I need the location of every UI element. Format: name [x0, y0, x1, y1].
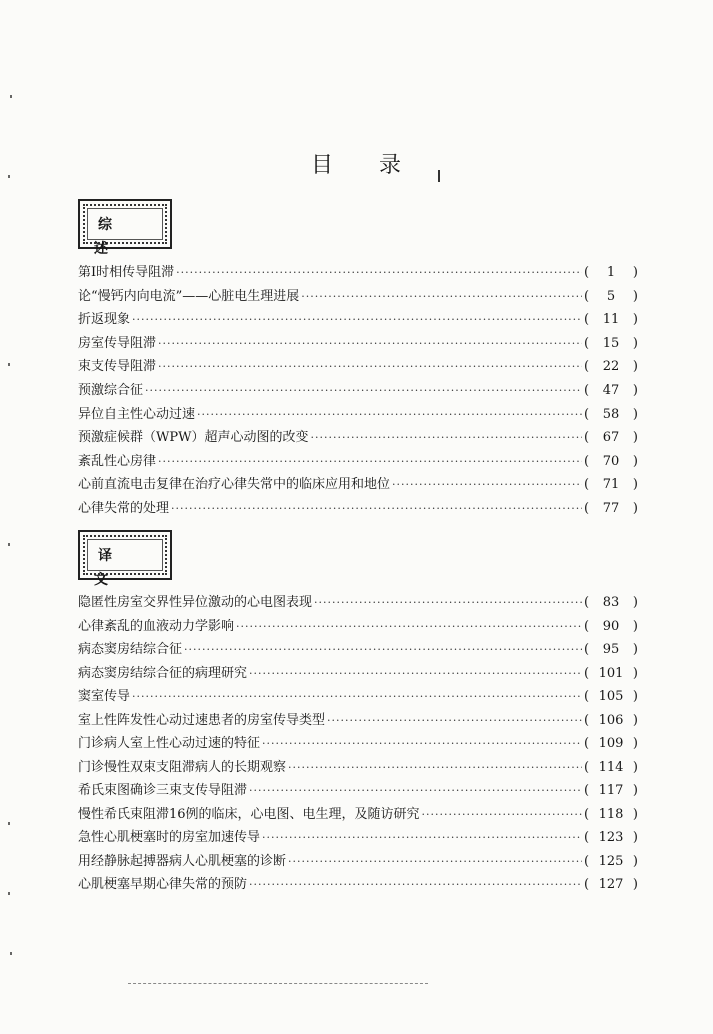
toc-entry-title: 紊乱性心房律	[78, 454, 157, 469]
toc-entry-page	[584, 428, 638, 448]
dot-leader	[236, 617, 582, 637]
toc-entry-page	[584, 334, 638, 354]
toc-entry	[78, 828, 638, 848]
toc-entry	[78, 664, 638, 684]
page-number: 11	[602, 312, 620, 327]
paren-open: (	[584, 689, 590, 704]
toc-entry	[78, 452, 638, 472]
paren-open: (	[584, 830, 590, 845]
toc-entry-page	[584, 852, 638, 872]
paren-close: )	[632, 359, 638, 374]
toc-entry-title: 门诊慢性双束支阻滞病人的长期观察	[78, 760, 287, 775]
dot-leader	[132, 687, 582, 707]
toc-entry-page	[584, 405, 638, 425]
toc-entry	[78, 428, 638, 448]
toc-entry-title: 窦室传导	[78, 689, 131, 704]
paren-open: (	[584, 383, 590, 398]
scan-speck	[8, 363, 10, 366]
paren-close: )	[632, 666, 638, 681]
paren-close: )	[632, 783, 638, 798]
page-number: 83	[602, 595, 620, 610]
toc-entry-page	[584, 475, 638, 495]
dot-leader	[392, 475, 582, 495]
paren-open: (	[584, 854, 590, 869]
toc-entry-page	[584, 664, 638, 684]
scan-speck	[10, 95, 12, 98]
paren-open: (	[584, 501, 590, 516]
toc-entry	[78, 640, 638, 660]
paren-close: )	[632, 713, 638, 728]
page-number: 95	[602, 642, 620, 657]
paren-open: (	[584, 619, 590, 634]
toc-entry-page	[584, 617, 638, 637]
scan-speck	[8, 892, 10, 895]
toc-entry-page	[584, 687, 638, 707]
dot-leader	[197, 405, 582, 425]
toc-entry	[78, 711, 638, 731]
toc-entry-title: 异位自主性心动过速	[78, 407, 196, 422]
paren-close: )	[632, 807, 638, 822]
toc-entry-page	[584, 499, 638, 519]
page-number: 109	[598, 736, 624, 751]
page-number: 101	[598, 666, 624, 681]
paren-open: (	[584, 265, 590, 280]
section-header-review	[78, 199, 172, 257]
paren-open: (	[584, 877, 590, 892]
dot-leader	[158, 357, 582, 377]
paren-close: )	[632, 477, 638, 492]
dot-leader	[301, 287, 582, 307]
toc-entry	[78, 875, 638, 895]
toc-entry-page	[584, 781, 638, 801]
toc-entry	[78, 405, 638, 425]
scan-speck	[8, 543, 10, 546]
page-number: 118	[598, 807, 624, 822]
dot-leader	[158, 334, 582, 354]
toc-entry-page	[584, 593, 638, 613]
toc-entry	[78, 310, 638, 330]
toc-entry	[78, 734, 638, 754]
paren-close: )	[632, 265, 638, 280]
dot-leader	[288, 758, 582, 778]
toc-entry-page	[584, 287, 638, 307]
dot-leader	[249, 875, 582, 895]
toc-entry	[78, 593, 638, 613]
page-number: 1	[606, 265, 616, 280]
dot-leader	[184, 640, 582, 660]
toc-entry-title: 第Ⅰ时相传导阻滞	[78, 265, 175, 280]
toc-entry-page	[584, 263, 638, 283]
dot-leader	[145, 381, 582, 401]
toc-entry-title: 心律紊乱的血液动力学影响	[78, 619, 235, 634]
scan-speck	[10, 952, 12, 955]
toc-entry-title: 心律失常的处理	[78, 501, 170, 516]
dot-leader	[176, 263, 582, 283]
paren-close: )	[632, 689, 638, 704]
page-number: 58	[602, 407, 620, 422]
paren-close: )	[632, 595, 638, 610]
paren-open: (	[584, 666, 590, 681]
toc-entry-title: 室上性阵发性心动过速患者的房室传导类型	[78, 713, 326, 728]
toc-entry-title: 房室传导阻滞	[78, 336, 157, 351]
dot-leader	[327, 711, 582, 731]
toc-entry	[78, 687, 638, 707]
dot-leader	[132, 310, 582, 330]
page-number: 125	[598, 854, 624, 869]
paren-close: )	[632, 760, 638, 775]
stray-mark	[438, 170, 440, 182]
paren-close: )	[632, 501, 638, 516]
paren-open: (	[584, 289, 590, 304]
page-number: 117	[598, 783, 624, 798]
section-header-translations	[78, 530, 172, 588]
page-number: 70	[602, 454, 620, 469]
page-number: 15	[602, 336, 620, 351]
toc-entry	[78, 805, 638, 825]
toc-entry	[78, 357, 638, 377]
page-number: 127	[598, 877, 624, 892]
toc-entry	[78, 287, 638, 307]
paren-close: )	[632, 736, 638, 751]
dot-leader	[310, 428, 582, 448]
page-bottom-rule	[128, 983, 428, 984]
paren-close: )	[632, 312, 638, 327]
toc-entry-title: 慢性希氏束阻滞16例的临床，心电图、电生理，及随访研究	[78, 807, 420, 822]
paren-close: )	[632, 854, 638, 869]
dot-leader	[288, 852, 582, 872]
paren-open: (	[584, 430, 590, 445]
toc-entry-title: 折返现象	[78, 312, 131, 327]
paren-open: (	[584, 454, 590, 469]
paren-close: )	[632, 430, 638, 445]
dot-leader	[422, 805, 582, 825]
page-title-char-2: 录	[379, 153, 402, 178]
toc-entry	[78, 781, 638, 801]
page-number: 77	[602, 501, 620, 516]
page-number: 123	[598, 830, 624, 845]
toc-entry	[78, 852, 638, 872]
paren-open: (	[584, 477, 590, 492]
paren-open: (	[584, 736, 590, 751]
paren-close: )	[632, 454, 638, 469]
toc-entry-title: 隐匿性房室交界性异位激动的心电图表现	[78, 595, 313, 610]
paren-open: (	[584, 760, 590, 775]
dot-leader	[262, 828, 582, 848]
paren-open: (	[584, 783, 590, 798]
paren-close: )	[632, 383, 638, 398]
toc-entry-page	[584, 310, 638, 330]
page-number: 106	[598, 713, 624, 728]
toc-entry-page	[584, 734, 638, 754]
toc-entry-page	[584, 875, 638, 895]
toc-entry-title: 心肌梗塞早期心律失常的预防	[78, 877, 248, 892]
toc-entry-title: 心前直流电击复律在治疗心律失常中的临床应用和地位	[78, 477, 391, 492]
toc-entry-title: 病态窦房结综合征	[78, 642, 183, 657]
dot-leader	[171, 499, 582, 519]
toc-entry	[78, 499, 638, 519]
paren-close: )	[632, 642, 638, 657]
toc-entry	[78, 758, 638, 778]
paren-open: (	[584, 595, 590, 610]
page-number: 5	[606, 289, 616, 304]
toc-entry	[78, 334, 638, 354]
toc-entry-page	[584, 758, 638, 778]
scan-speck	[8, 822, 10, 825]
toc-entry-page	[584, 711, 638, 731]
toc-entry-title: 门诊病人室上性心动过速的特征	[78, 736, 261, 751]
dot-leader	[262, 734, 582, 754]
page-title	[300, 148, 420, 176]
toc-entry-title: 急性心肌梗塞时的房室加速传导	[78, 830, 261, 845]
paren-close: )	[632, 289, 638, 304]
dot-leader	[249, 664, 582, 684]
page-number: 105	[598, 689, 624, 704]
paren-close: )	[632, 619, 638, 634]
paren-open: (	[584, 312, 590, 327]
toc-entry	[78, 263, 638, 283]
toc-entry-title: 预激综合征	[78, 383, 144, 398]
paren-open: (	[584, 336, 590, 351]
scan-speck	[8, 175, 10, 178]
paren-close: )	[632, 830, 638, 845]
page-title-char-1: 目	[311, 153, 334, 178]
toc-entry-page	[584, 640, 638, 660]
toc-entry-title: 预激症候群（WPW）超声心动图的改变	[78, 430, 309, 445]
paren-close: )	[632, 336, 638, 351]
toc-entry-title: 用经静脉起搏器病人心肌梗塞的诊断	[78, 854, 287, 869]
toc-entry	[78, 617, 638, 637]
toc-entry-title: 病态窦房结综合征的病理研究	[78, 666, 248, 681]
dot-leader	[314, 593, 582, 613]
page-number: 90	[602, 619, 620, 634]
section-label: 综述	[94, 213, 158, 237]
dot-leader	[249, 781, 582, 801]
paren-open: (	[584, 359, 590, 374]
toc-entry-page	[584, 452, 638, 472]
paren-open: (	[584, 407, 590, 422]
toc-entry-page	[584, 805, 638, 825]
page-number: 47	[602, 383, 620, 398]
paren-open: (	[584, 642, 590, 657]
toc-entry-title: 论“慢钙内向电流”——心脏电生理进展	[78, 289, 300, 304]
paren-close: )	[632, 407, 638, 422]
toc-entry	[78, 475, 638, 495]
paren-open: (	[584, 713, 590, 728]
section-label: 译文	[94, 544, 158, 568]
toc-entry	[78, 381, 638, 401]
page-number: 22	[602, 359, 620, 374]
dot-leader	[158, 452, 582, 472]
toc-entry-page	[584, 381, 638, 401]
paren-close: )	[632, 877, 638, 892]
page-number: 67	[602, 430, 620, 445]
toc-entry-title: 束支传导阻滞	[78, 359, 157, 374]
page-number: 71	[602, 477, 620, 492]
toc-entry-page	[584, 357, 638, 377]
toc-entry-page	[584, 828, 638, 848]
paren-open: (	[584, 807, 590, 822]
page-number: 114	[598, 760, 624, 775]
toc-entry-title: 希氏束图确诊三束支传导阻滞	[78, 783, 248, 798]
